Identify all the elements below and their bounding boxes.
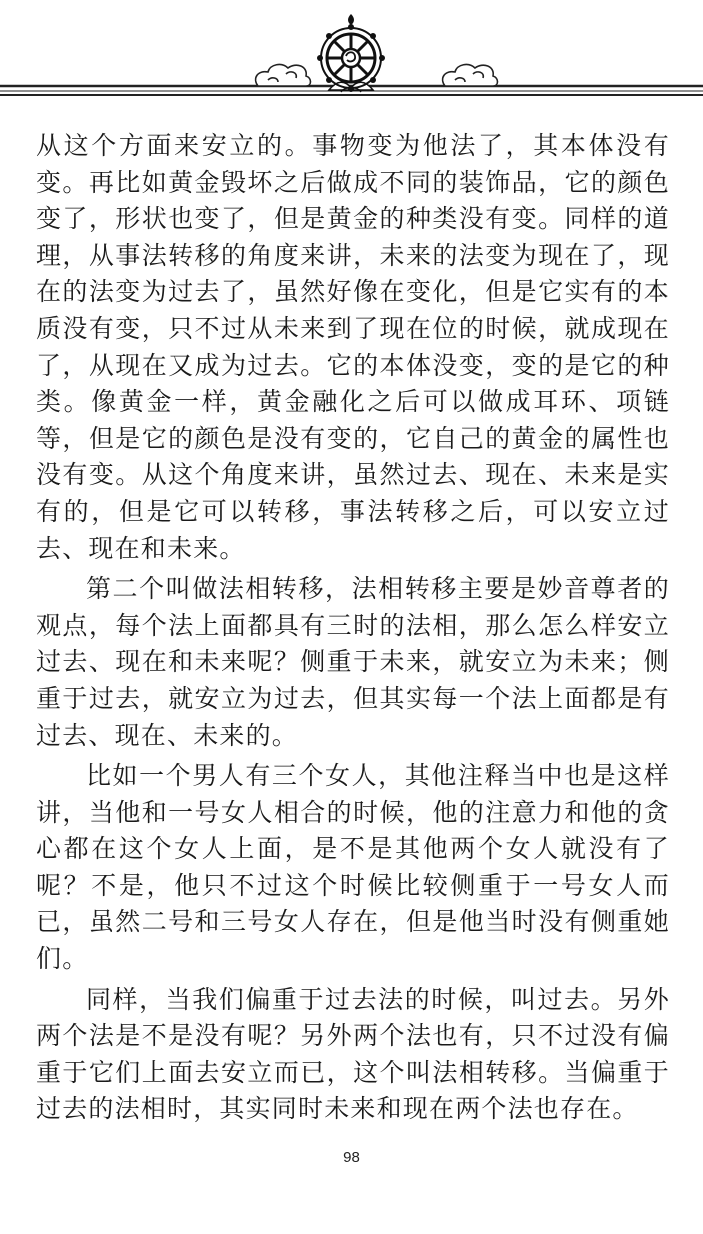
paragraph-1: 从这个方面来安立的。事物变为他法了，其本体没有变。再比如黄金毁坏之后做成不同的装饰品，它的颜色变了，形状也变了，但是黄金的种类没有变。同样的道理，从事法转移的角度来讲，未来的法变为现在了，现在的法变为过去了，虽然好像在变化，但是它实有的本质没有变，只不过从未来到了现在位的时候，就成现在了，从现在又成为过去。它的本体没变，变的是它的种类。像黄金一样，黄金融化之后可以做成耳环、项链等，但是它的颜色是没有变的，它自己的黄金的属性也没有变。从这个角度来讲，虽然过去、现在、未来是实有的，但是它可以转移，事法转移之后，可以安立过去、现在和未来。 [36,131,670,563]
dharma-wheel-icon [317,14,385,92]
paragraph-4: 同样，当我们偏重于过去法的时候，叫过去。另外两个法是不是没有呢？另外两个法也有，只不过没有偏重于它们上面去安立而已，这个叫法相转移。当偏重于过去的法相时，其实同时未来和现在两个法也存在。 [36,984,670,1124]
page-number: 98 [343,1149,360,1166]
paragraph-2: 第二个叫做法相转移，法相转移主要是妙音尊者的观点，每个法上面都具有三时的法相，那么怎么样安立过去、现在和未来呢？侧重于未来，就安立为未来；侧重于过去，就安立为过去，但其实每一个法上面都是有过去、现在、未来的。 [36,574,670,750]
page-body [36,128,670,1128]
header-ornament [0,0,703,110]
cloud-left-icon [256,65,311,86]
paragraph-3: 比如一个男人有三个女人，其他注释当中也是这样讲，当他和一号女人相合的时候，他的注意力和他的贪心都在这个女人上面，是不是其他两个女人就没有了呢？不是，他只不过这个时候比较侧重于一号女人而已，虽然二号和三号女人存在，但是他当时没有侧重她们。 [36,761,670,974]
cloud-right-icon [443,65,498,86]
